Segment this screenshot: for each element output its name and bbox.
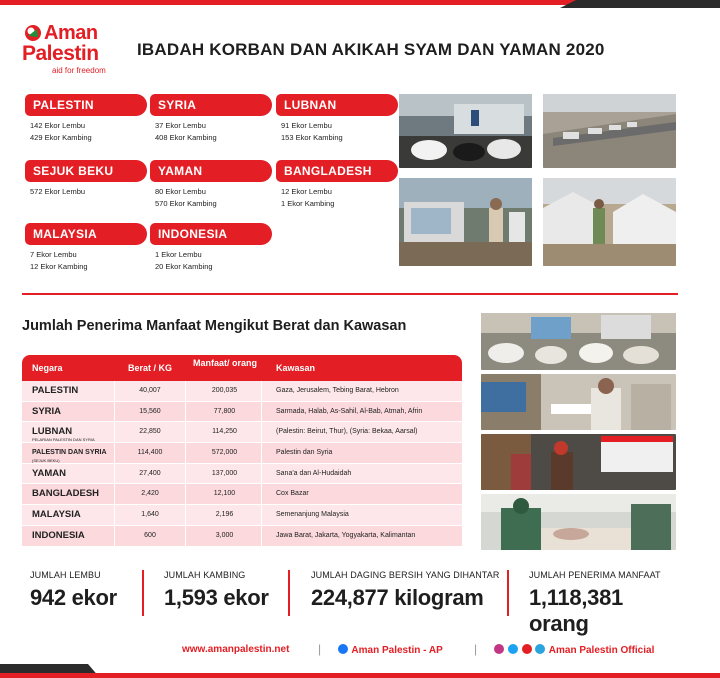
top-red-stripe bbox=[0, 0, 600, 5]
stat-value: 1,118,381 orang bbox=[529, 585, 623, 636]
totals-strip bbox=[22, 570, 682, 636]
stat-label: JUMLAH LEMBU bbox=[30, 570, 101, 580]
region-line: 153 Ekor Kambing bbox=[281, 133, 343, 142]
cell-country-note: (SEJUK BEKU) bbox=[32, 458, 60, 464]
table-row bbox=[22, 381, 462, 402]
photo-truck-convoy bbox=[543, 94, 676, 168]
stat-total-meat bbox=[311, 570, 499, 611]
table-header bbox=[22, 355, 462, 381]
region-malaysia bbox=[25, 223, 147, 272]
cell-benefit: 3,000 bbox=[188, 526, 262, 546]
cell-country-name: PALESTIN DAN SYRIA bbox=[32, 449, 107, 457]
cell-country bbox=[32, 443, 107, 463]
cell-weight: 114,400 bbox=[114, 443, 186, 463]
brand-tagline: aid for freedom bbox=[52, 66, 106, 75]
stat-divider bbox=[288, 570, 290, 616]
region-pill: SEJUK BEKU bbox=[25, 160, 147, 182]
photo-meat-packing bbox=[481, 494, 676, 550]
region-line: 142 Ekor Lembu bbox=[30, 121, 86, 130]
top-accent-bar bbox=[0, 0, 720, 8]
cell-weight: 1,640 bbox=[114, 505, 186, 525]
region-line: 12 Ekor Kambing bbox=[30, 262, 88, 271]
cell-weight: 22,850 bbox=[114, 422, 186, 442]
stat-label: JUMLAH PENERIMA MANFAAT bbox=[529, 570, 661, 580]
col-header-manfaat: Manfaat/ orang bbox=[192, 358, 257, 368]
col-header-kawasan: Kawasan bbox=[276, 363, 316, 373]
cell-country: MALAYSIA bbox=[32, 509, 81, 521]
cell-benefit: 12,100 bbox=[188, 484, 262, 504]
cell-weight: 27,400 bbox=[114, 464, 186, 484]
photo-cattle-barn bbox=[399, 94, 532, 168]
region-line: 408 Ekor Kambing bbox=[155, 133, 217, 142]
beneficiary-table bbox=[22, 355, 462, 547]
cell-area: (Palestin: Beirut, Thur), (Syria: Bekaa, Aarsal) bbox=[276, 428, 418, 436]
page-title: IBADAH KORBAN DAN AKIKAH SYAM DAN YAMAN 2020 bbox=[137, 40, 605, 59]
social-links[interactable] bbox=[494, 644, 654, 656]
stat-value: 224,877 kilogram bbox=[311, 585, 484, 610]
stat-label: JUMLAH KAMBING bbox=[164, 570, 246, 580]
footer-red-stripe bbox=[0, 673, 720, 678]
section-title: Jumlah Penerima Manfaat Mengikut Berat dan Kawasan bbox=[22, 318, 407, 334]
stat-value: 942 ekor bbox=[30, 585, 117, 610]
table-row bbox=[22, 464, 462, 485]
region-lubnan bbox=[276, 94, 398, 143]
region-indonesia bbox=[150, 223, 272, 272]
stat-label: JUMLAH DAGING BERSIH YANG DIHANTAR bbox=[311, 570, 500, 580]
website-link[interactable]: www.amanpalestin.net bbox=[182, 644, 290, 655]
facebook-icon bbox=[338, 644, 348, 654]
table-row bbox=[22, 505, 462, 526]
cell-country: YAMAN bbox=[32, 467, 66, 479]
region-pill: MALAYSIA bbox=[25, 223, 147, 245]
section-divider bbox=[22, 293, 678, 295]
footer-separator: | bbox=[318, 642, 322, 656]
table-row bbox=[22, 484, 462, 505]
cell-benefit: 200,035 bbox=[188, 381, 262, 401]
cell-weight: 600 bbox=[114, 526, 186, 546]
stat-divider bbox=[507, 570, 509, 616]
footer-separator: | bbox=[474, 642, 478, 656]
table-row bbox=[22, 422, 462, 443]
region-line: 37 Ekor Lembu bbox=[155, 121, 206, 130]
table-row bbox=[22, 443, 462, 464]
cell-country bbox=[32, 422, 95, 442]
table-row bbox=[22, 402, 462, 423]
region-pill: BANGLADESH bbox=[276, 160, 398, 182]
region-sejuk-beku bbox=[25, 160, 147, 197]
cell-area: Semenanjung Malaysia bbox=[276, 511, 349, 519]
cell-weight: 40,007 bbox=[114, 381, 186, 401]
region-line: 1 Ekor Kambing bbox=[281, 199, 335, 208]
cell-area: Sarmada, Halab, As-Sahil, Al-Bab, Atmah, Afrin bbox=[276, 407, 423, 415]
brand-logo bbox=[22, 20, 122, 78]
twitter-icon bbox=[508, 644, 518, 654]
footer bbox=[0, 632, 720, 678]
region-line: 572 Ekor Lembu bbox=[30, 187, 86, 196]
region-pill: PALESTIN bbox=[25, 94, 147, 116]
facebook-label: Aman Palestin - AP bbox=[351, 645, 443, 656]
youtube-icon bbox=[522, 644, 532, 654]
region-bangladesh bbox=[276, 160, 398, 209]
facebook-link[interactable] bbox=[338, 644, 443, 656]
photo-aid-recipients bbox=[481, 434, 676, 490]
stat-divider bbox=[142, 570, 144, 616]
table-row bbox=[22, 526, 462, 547]
region-pill: YAMAN bbox=[150, 160, 272, 182]
cell-weight: 2,420 bbox=[114, 484, 186, 504]
instagram-icon bbox=[494, 644, 504, 654]
photo-meat-distribution bbox=[399, 178, 532, 266]
cell-country: PALESTIN bbox=[32, 385, 79, 396]
region-palestin bbox=[25, 94, 147, 143]
region-yaman bbox=[150, 160, 272, 209]
cell-country: BANGLADESH bbox=[32, 488, 100, 500]
cell-area: Palestin dan Syria bbox=[276, 449, 333, 457]
cell-weight: 15,560 bbox=[114, 402, 186, 422]
region-line: 20 Ekor Kambing bbox=[155, 262, 213, 271]
social-label: Aman Palestin Official bbox=[548, 645, 655, 656]
region-pill: INDONESIA bbox=[150, 223, 272, 245]
stat-total-goats bbox=[164, 570, 269, 611]
cell-benefit: 572,000 bbox=[188, 443, 262, 463]
region-line: 80 Ekor Lembu bbox=[155, 187, 206, 196]
cell-benefit: 2,196 bbox=[188, 505, 262, 525]
cell-area: Sana'a dan Al-Hudaidah bbox=[276, 469, 352, 477]
cell-area: Gaza, Jerusalem, Tebing Barat, Hebron bbox=[276, 387, 399, 394]
stat-total-cattle bbox=[30, 570, 117, 611]
brand-name-line1: Aman bbox=[44, 22, 98, 44]
telegram-icon bbox=[535, 644, 545, 654]
region-line: 7 Ekor Lembu bbox=[30, 250, 77, 259]
photo-sheep-pen bbox=[481, 313, 676, 370]
top-dark-stripe bbox=[560, 0, 720, 8]
cell-country: INDONESIA bbox=[32, 529, 85, 541]
region-pill: LUBNAN bbox=[276, 94, 398, 116]
cell-area: Jawa Barat, Jakarta, Yogyakarta, Kalimantan bbox=[276, 531, 416, 539]
region-line: 429 Ekor Kambing bbox=[30, 133, 92, 142]
photo-volunteer-handover bbox=[481, 374, 676, 430]
cell-country-note: PELARIAN PALESTIN DAN SYRIA bbox=[32, 437, 95, 443]
region-syria bbox=[150, 94, 272, 143]
region-line: 91 Ekor Lembu bbox=[281, 121, 332, 130]
cell-country: SYRIA bbox=[32, 405, 62, 417]
region-line: 570 Ekor Kambing bbox=[155, 199, 217, 208]
brand-name-line2: Palestin bbox=[22, 42, 99, 65]
region-line: 12 Ekor Lembu bbox=[281, 187, 332, 196]
region-pill: SYRIA bbox=[150, 94, 272, 116]
cell-benefit: 77,800 bbox=[188, 402, 262, 422]
cell-benefit: 137,000 bbox=[188, 464, 262, 484]
cell-area: Cox Bazar bbox=[276, 490, 309, 498]
col-header-berat: Berat / KG bbox=[127, 363, 172, 373]
stat-value: 1,593 ekor bbox=[164, 585, 269, 610]
cell-benefit: 114,250 bbox=[188, 422, 262, 442]
cell-country-name: LUBNAN bbox=[32, 426, 73, 438]
col-header-negara: Negara bbox=[32, 363, 63, 373]
logo-mark-icon bbox=[24, 24, 42, 42]
stat-total-beneficiaries bbox=[529, 570, 682, 637]
region-line: 1 Ekor Lembu bbox=[155, 250, 202, 259]
photo-refugee-camp bbox=[543, 178, 676, 266]
